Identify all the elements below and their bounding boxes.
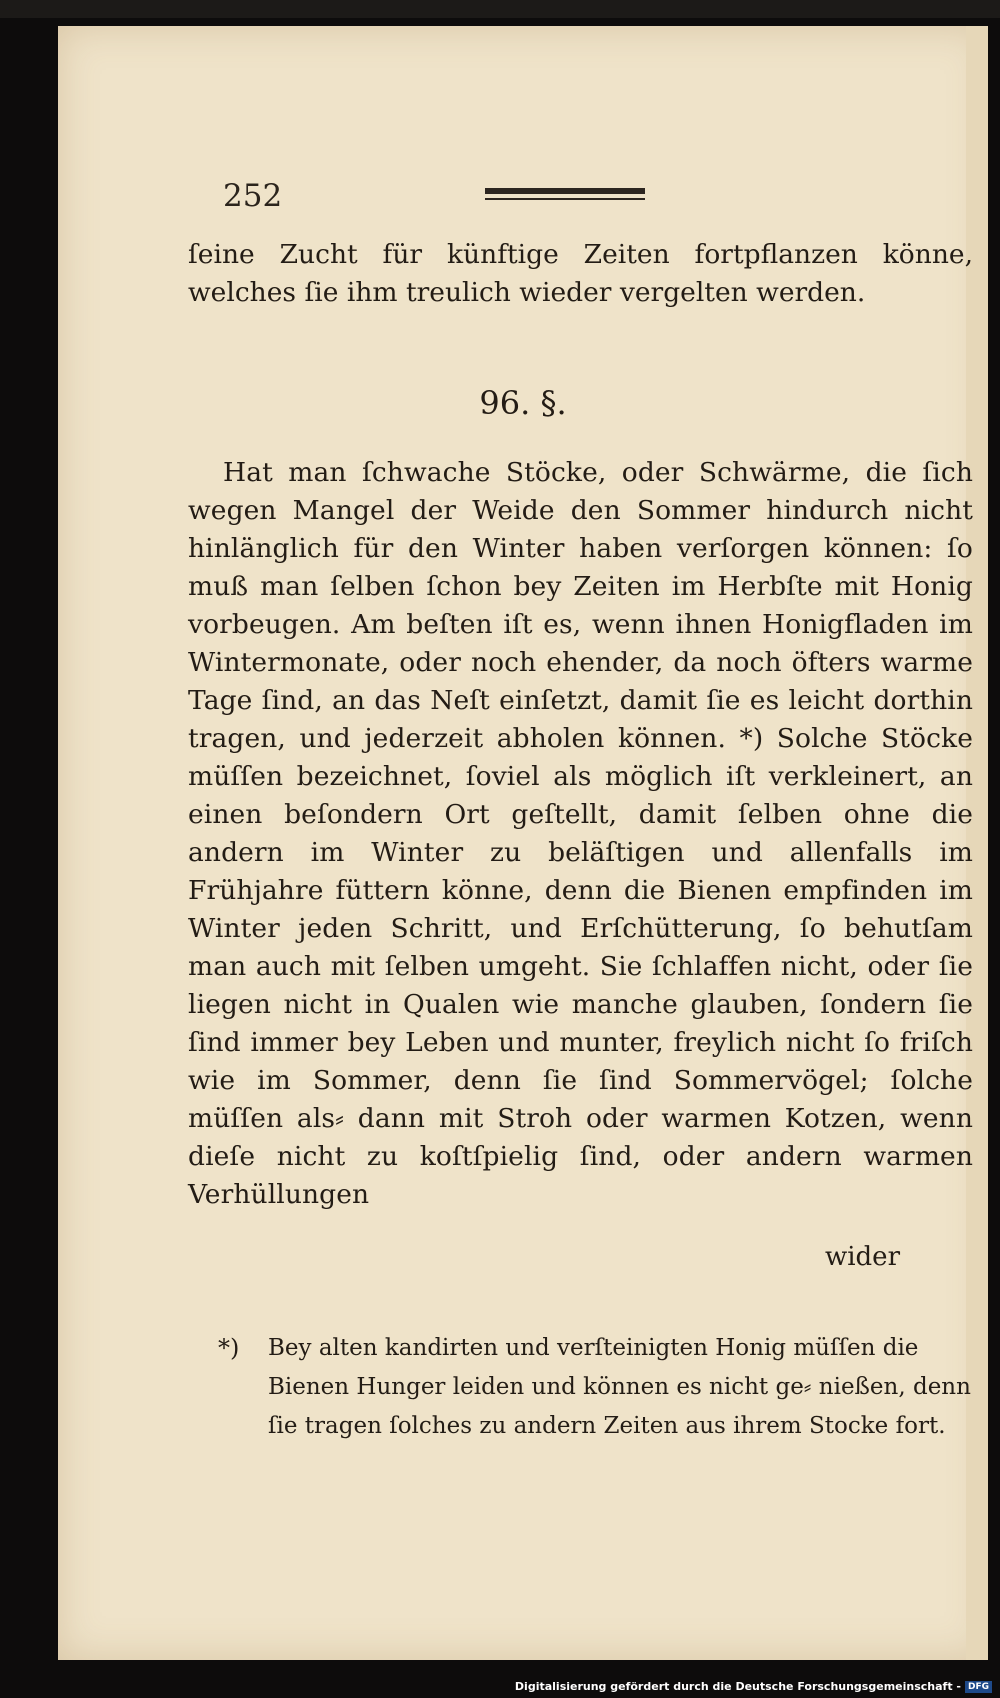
footer-credit	[515, 1680, 992, 1693]
footnote-text: Bey alten kandirten und verſteinigten Honig müſſen die Bienen Hunger leiden und können es nicht ge⸗ nießen, denn ſie tragen ſolches zu andern Zeiten aus ihrem Stocke fort.	[268, 1335, 971, 1439]
section-heading: 96. §.	[479, 384, 567, 422]
scan-top-strip	[0, 0, 1000, 18]
footer-credit-text: Digitalisierung gefördert durch die Deutsche Forschungsgemeinschaft -	[514, 1680, 961, 1693]
footnote-marker: *)	[218, 1334, 240, 1362]
carry-over-paragraph: ſeine Zucht für künftige Zeiten fortpflanzen könne, welches ſie ihm treulich wieder vergelten werden.	[188, 239, 973, 308]
header-rule	[485, 188, 645, 200]
main-paragraph: Hat man ſchwache Stöcke, oder Schwärme, die ſich wegen Mangel der Weide den Sommer hindurch nicht hinlänglich für den Winter haben verſorgen können: ſo muß man ſelben ſchon bey Zeiten im Herbſte mit Honig vorbeugen. Am beſten iſt es, wenn ihnen Honigfladen im Wintermonate, oder noch ehender, da noch öfters warme Tage ſind, an das Neſt einſetzt, damit ſie es leicht dorthin tragen, und jederzeit abholen können. *) Solche Stöcke müſſen bezeichnet, ſoviel als möglich iſt verkleinert, an einen beſondern Ort geſtellt, damit ſelben ohne die andern im Winter zu beläſtigen und allenfalls im Frühjahre füttern könne, denn die Bienen empfinden im Winter jeden Schritt, und Erſchütterung, ſo behutſam man auch mit ſelben umgeht. Sie ſchlaffen nicht, oder ſie liegen nicht in Qualen wie manche glauben, ſondern ſie ſind immer bey Leben und munter, freylich nicht ſo friſch wie im Sommer, denn ſie ſind Sommervögel; ſolche müſſen als⸗ dann mit Stroh oder warmen Kotzen, wenn dieſe nicht zu koſtſpielig ſind, oder andern warmen Verhüllungen	[188, 457, 973, 1210]
catchword: wider	[824, 1242, 900, 1272]
footnote	[218, 1329, 978, 1446]
page-header	[58, 158, 988, 214]
page-number: 252	[223, 178, 283, 214]
main-text	[188, 454, 973, 1214]
book-page	[58, 26, 988, 1660]
dfg-logo: DFG	[965, 1681, 992, 1693]
carry-over-text	[188, 236, 973, 312]
